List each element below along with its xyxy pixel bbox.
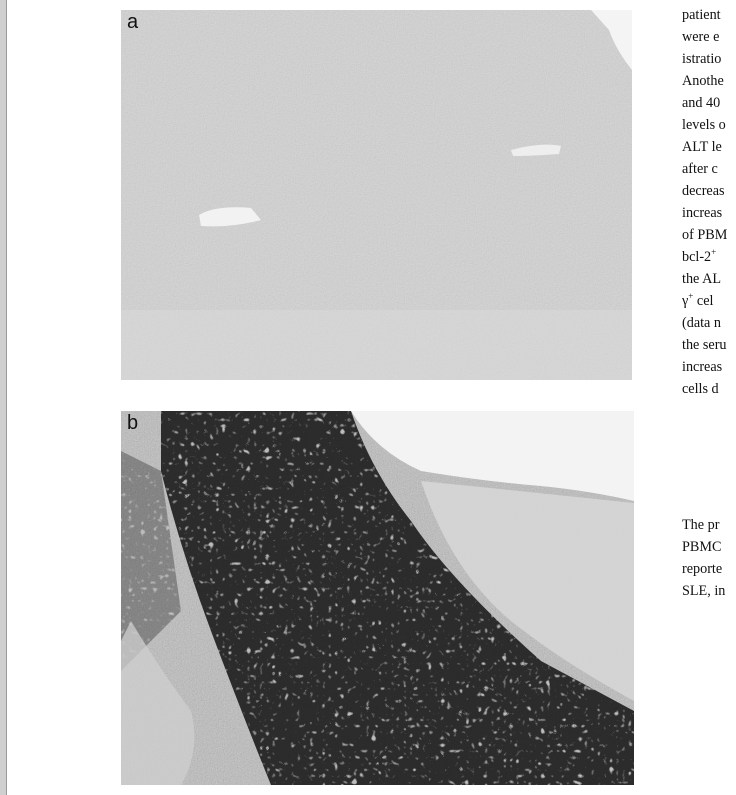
text-line: patient <box>682 7 721 23</box>
text-line: cells d <box>682 381 719 397</box>
superscript: + <box>711 247 717 257</box>
body-text-column-bottom <box>682 514 736 602</box>
page-edge-bar <box>0 0 7 795</box>
text-line: of PBM <box>682 227 728 243</box>
text-line: istratio <box>682 51 722 67</box>
panel-label-a: a <box>127 11 139 33</box>
micrograph-panel-b <box>121 411 634 785</box>
panel-label-b: b <box>127 412 139 434</box>
text-line: γ+ cel <box>682 291 714 309</box>
micrograph-a-image <box>121 10 632 380</box>
text-line: were e <box>682 29 720 45</box>
text-line: reporte <box>682 561 723 577</box>
text-line: PBMC <box>682 539 722 555</box>
text-line: increas <box>682 205 723 221</box>
text-line: the AL <box>682 271 722 287</box>
micrograph-b-image <box>121 411 634 785</box>
text-line: ALT le <box>682 139 722 155</box>
text-line: levels o <box>682 117 726 133</box>
text-line: (data n <box>682 315 721 331</box>
text-line: SLE, in <box>682 583 726 599</box>
text-line: decreas <box>682 183 725 199</box>
text-line: bcl-2+ <box>682 247 717 265</box>
text-line: The pr <box>682 517 720 533</box>
text-line: Anothe <box>682 73 724 89</box>
text-line: and 40 <box>682 95 721 111</box>
superscript: + <box>688 291 694 301</box>
text-line: the seru <box>682 337 727 353</box>
micrograph-panel-a <box>121 10 632 380</box>
body-text-column-top <box>682 4 736 400</box>
text-line: after c <box>682 161 718 177</box>
text-line: increas <box>682 359 723 375</box>
